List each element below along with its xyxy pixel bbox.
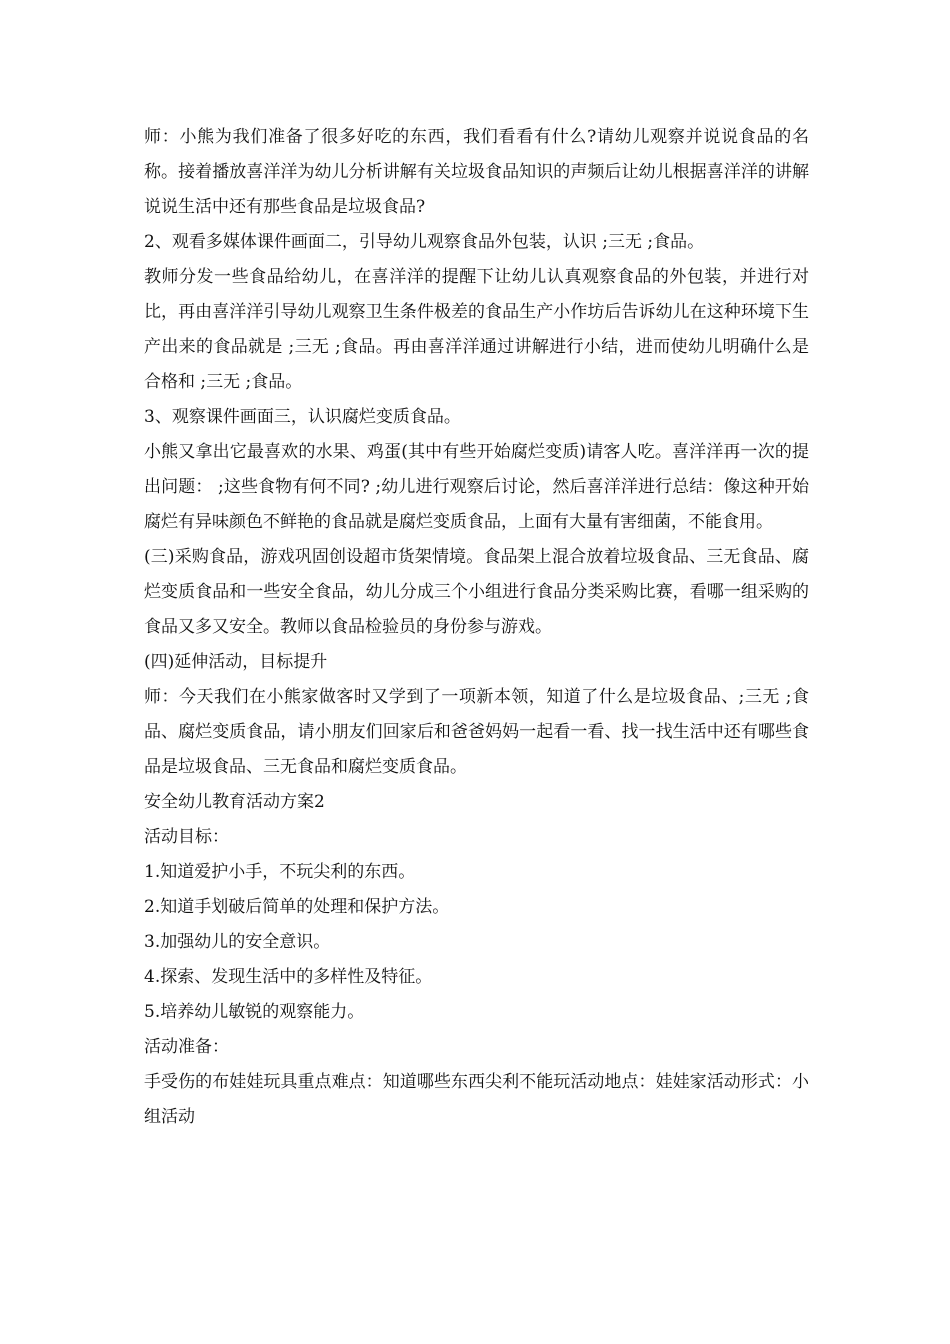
goals-heading: 活动目标：: [144, 827, 229, 847]
paragraph-step-3: 3、观察课件画面三，认识腐烂变质食品。: [144, 407, 461, 427]
paragraph-packaging: 教师分发一些食品给幼儿，在喜洋洋的提醒下让幼儿认真观察食品的外包装，并进行对比，再由喜洋洋引导幼儿观察卫生条件极差的食品生产小作坊后告诉幼儿在这种环境下生产出来的食品就是 ;三无 ;食品。再由喜洋洋通过讲解进行小结，进而使幼儿明确什么是合格和 ;三无 ;食品。: [144, 267, 809, 392]
goal-item-4: 4.探索、发现生活中的多样性及特征。: [144, 967, 433, 987]
goal-item-2: 2.知道手划破后简单的处理和保护方法。: [144, 897, 450, 917]
paragraph-extension: 师：今天我们在小熊家做客时又学到了一项新本领，知道了什么是垃圾食品、;三无 ;食品、腐烂变质食品，请小朋友们回家后和爸爸妈妈一起看一看、找一找生活中还有哪些食品是垃圾食品、三无食品和腐烂变质食品。: [144, 687, 809, 777]
goal-item-5: 5.培养幼儿敏锐的观察能力。: [144, 1002, 365, 1022]
paragraph-teacher-intro: 师：小熊为我们准备了很多好吃的东西，我们看看有什么?请幼儿观察并说说食品的名称。接着播放喜洋洋为幼儿分析讲解有关垃圾食品知识的声频后让幼儿根据喜洋洋的讲解说说生活中还有那些食品是垃圾食品?: [144, 127, 809, 217]
goal-item-1: 1.知道爱护小手，不玩尖利的东西。: [144, 862, 416, 882]
document-body: [144, 120, 809, 1135]
section-title: 安全幼儿教育活动方案2: [144, 792, 325, 812]
preparation-heading: 活动准备：: [144, 1037, 229, 1057]
paragraph-extension-heading: (四)延伸活动，目标提升: [144, 652, 328, 672]
paragraph-shopping-game: (三)采购食品，游戏巩固创设超市货架情境。食品架上混合放着垃圾食品、三无食品、腐烂变质食品和一些安全食品，幼儿分成三个小组进行食品分类采购比赛，看哪一组采购的食品又多又安全。教师以食品检验员的身份参与游戏。: [144, 547, 809, 637]
paragraph-spoiled-food: 小熊又拿出它最喜欢的水果、鸡蛋(其中有些开始腐烂变质)请客人吃。喜洋洋再一次的提出问题： ;这些食物有何不同? ;幼儿进行观察后讨论，然后喜洋洋进行总结：像这种开始腐烂有异味颜色不鲜艳的食品就是腐烂变质食品，上面有大量有害细菌，不能食用。: [144, 442, 809, 532]
paragraph-step-2: 2、观看多媒体课件画面二，引导幼儿观察食品外包装，认识 ;三无 ;食品。: [144, 232, 705, 252]
preparation-text: 手受伤的布娃娃玩具重点难点：知道哪些东西尖利不能玩活动地点：娃娃家活动形式：小组活动: [144, 1072, 809, 1127]
goal-item-3: 3.加强幼儿的安全意识。: [144, 932, 331, 952]
